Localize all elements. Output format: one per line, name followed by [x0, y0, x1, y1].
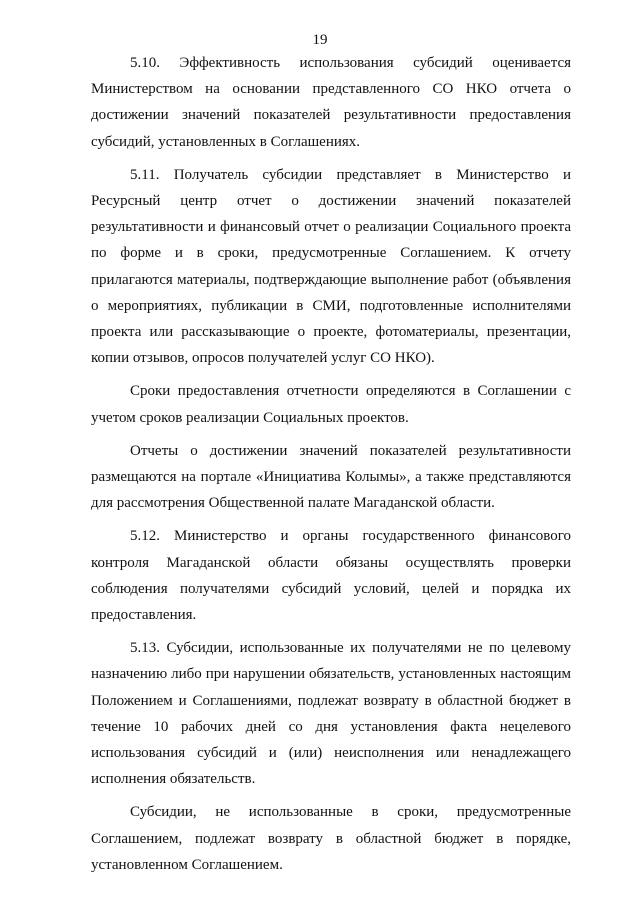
paragraph-5-11: 5.11. Получатель субсидии представляет в Министерство и Ресурсный центр отчет о достижении значений показателей результативности и финансовый отчет о реализации Социального проекта по форме и в сроки, предусмотренные Соглашением. К отчету прилагаются материалы, подтверждающие выполнение работ (объявления о мероприятиях, публикации в СМИ, подготовленные исполнителями проекта или рассказывающие о проекте, фотоматериалы, презентации, копии отзывов, опросов получателей услуг СО НКО). — [91, 166, 571, 367]
document-body — [91, 50, 571, 878]
paragraph-5-10: 5.10. Эффективность использования субсидий оценивается Министерством на основании представленного СО НКО отчета о достижении значений показателей результативности предоставления субсидий, установленных в Соглашениях. — [91, 55, 571, 150]
page-number: 19 — [312, 32, 328, 48]
paragraph-5-13: 5.13. Субсидии, использованные их получателями не по целевому назначению либо при нарушении обязательств, установленных настоящим Положением и Соглашениями, подлежат возврату в областной бюджет в течение 10 рабочих дней со дня установления факта нецелевого использования субсидий и (или) неисполнения или ненадлежащего исполнения обязательств. — [91, 640, 571, 788]
paragraph-5-12: 5.12. Министерство и органы государственного финансового контроля Магаданской области обязаны осуществлять проверки соблюдения получателями субсидий условий, целей и порядка их предоставления. — [91, 528, 571, 624]
paragraph-reports-publication: Отчеты о достижении значений показателей результативности размещаются на портале «Инициатива Колымы», а также представляются для рассмотрения Общественной палате Магаданской области. — [91, 442, 571, 512]
paragraph-unused-subsidies: Субсидии, не использованные в сроки, предусмотренные Соглашением, подлежат возврату в областной бюджет в порядке, установленном Соглашением. — [91, 804, 571, 873]
paragraph-reporting-deadlines: Сроки предоставления отчетности определяются в Соглашении с учетом сроков реализации Социальных проектов. — [91, 383, 571, 426]
